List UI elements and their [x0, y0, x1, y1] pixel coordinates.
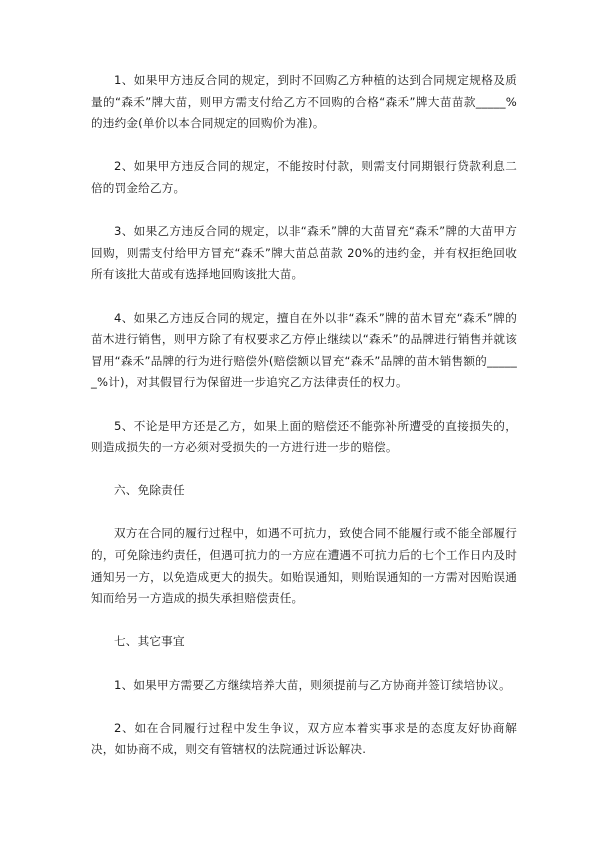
paragraph-spacer: [91, 200, 517, 222]
paragraph-spacer: [91, 135, 517, 157]
paragraph-spacer: [91, 459, 517, 481]
other-matters-item-1: 1、如果甲方需要乙方继续培养大苗，则须提前与乙方协商并签订续培协议。: [114, 677, 511, 692]
exemption-paragraph: 双方在合同的履行过程中，如遇不可抗力，致使合同不能履行或不能全部履行的，可免除违约责任，但遇可抗力的一方应在遭遇不可抗力后的七个工作日内及时通知另一方，以免造成更大的损失。如贻误通知，则贻误通知的一方需对因贻误通知而给另一方造成的损失承担赔偿责任。: [91, 526, 517, 606]
document-body: [91, 70, 517, 761]
section-heading-other-matters: 七、其它事宜: [114, 634, 185, 649]
clause-paragraph-3: 3、如果乙方违反合同的规定，以非“森禾”牌的大苗冒充“森禾”牌的大苗甲方回购，则需支付给甲方冒充“森禾”牌大苗总苗款 20%的违约金，并有权拒绝回收所有该批大苗或有选择地回购该批大苗。: [91, 224, 517, 282]
clause-paragraph-4: 4、如果乙方违反合同的规定，擅自在外以非“森禾”牌的苗木冒充“森禾”牌的苗木进行销售，则甲方除了有权要求乙方停止继续以“森禾”的品牌进行销售并就该冒用“森禾”品牌的行为进行赔偿外(赔偿额以冒充“森禾”品牌的苗木销售额的______%计)，对其假冒行为保留进一步追究乙方法律责任的权力。: [91, 310, 517, 390]
paragraph-spacer: [91, 610, 517, 632]
section-heading-exemption: 六、免除责任: [114, 483, 185, 498]
paragraph-spacer: [91, 394, 517, 416]
paragraph-spacer: [91, 653, 517, 675]
clause-paragraph-2: 2、如果甲方违反合同的规定，不能按时付款，则需支付同期银行贷款利息二倍的罚金给乙方。: [91, 159, 517, 195]
clause-paragraph-5: 5、不论是甲方还是乙方，如果上面的赔偿还不能弥补所遭受的直接损失的，则造成损失的一方必须对受损失的一方进行进一步的赔偿。: [91, 418, 517, 455]
paragraph-spacer: [91, 286, 517, 308]
other-matters-item-2: 2、如在合同履行过程中发生争议，双方应本着实事求是的态度友好协商解决，如协商不成，则交有管辖权的法院通过诉讼解决.: [91, 720, 517, 757]
paragraph-spacer: [91, 696, 517, 718]
clause-paragraph-1: 1、如果甲方违反合同的规定，到时不回购乙方种植的达到合同规定规格及质量的“森禾”牌大苗，则甲方需支付给乙方不回购的合格“森禾”牌大苗苗款_____%的违约金(单价以本合同规定的回购价为准)。: [91, 73, 517, 131]
paragraph-spacer: [91, 502, 517, 524]
